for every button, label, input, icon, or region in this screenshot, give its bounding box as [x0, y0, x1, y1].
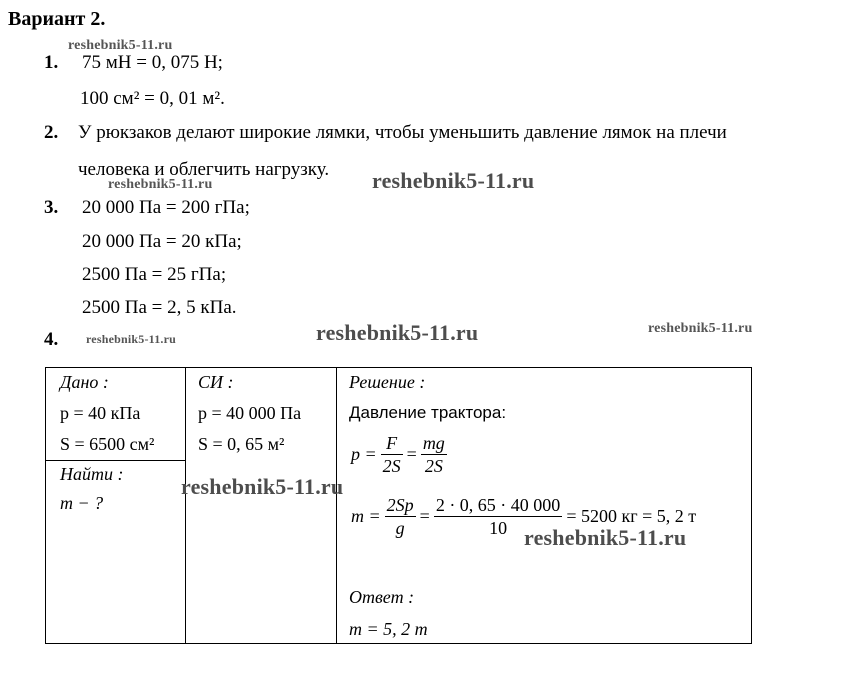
item-line: 100 см² = 0, 01 м².	[80, 88, 225, 109]
fraction-numerator: 2Sp	[386, 495, 414, 515]
solution-text: Давление трактора:	[349, 403, 507, 422]
formula-lhs: m =	[351, 506, 381, 526]
item-line: 20 000 Па = 200 гПа;	[82, 197, 250, 218]
fraction-denominator: 2S	[382, 456, 401, 476]
find-value: m − ?	[60, 493, 104, 513]
item-line: 2500 Па = 25 гПа;	[82, 264, 227, 285]
given-area: S = 6500 см²	[60, 434, 155, 454]
mass-result: = 5200 кг = 5, 2 т	[566, 506, 697, 526]
item-number: 3.	[44, 197, 59, 218]
watermark: reshebnik5-11.ru	[372, 168, 535, 193]
watermark: reshebnik5-11.ru	[108, 177, 213, 192]
fraction-denominator: 10	[489, 518, 508, 538]
item-line: 20 000 Па = 20 кПа;	[82, 231, 242, 252]
equals-sign: =	[406, 444, 417, 464]
fraction-numerator: F	[381, 432, 403, 455]
watermark: reshebnik5-11.ru	[524, 525, 687, 550]
fraction	[385, 494, 416, 539]
column-divider	[185, 368, 186, 643]
page-title: Вариант 2.	[8, 8, 106, 30]
watermark: reshebnik5-11.ru	[648, 321, 753, 336]
fraction	[381, 432, 403, 477]
watermark: reshebnik5-11.ru	[316, 320, 479, 345]
answer-header: Ответ :	[349, 587, 415, 607]
si-pressure: p = 40 000 Па	[198, 403, 302, 423]
item-line: 75 мН = 0, 075 Н;	[82, 52, 223, 73]
item-number: 4.	[44, 329, 59, 350]
equals-sign: =	[419, 506, 430, 526]
fraction-numerator: 2 · 0, 65 · 40 000	[435, 495, 561, 515]
watermark: reshebnik5-11.ru	[181, 474, 344, 499]
row-divider	[46, 460, 185, 461]
fraction-denominator: 2S	[424, 456, 443, 476]
column-divider	[336, 368, 337, 643]
given-header: Дано :	[60, 372, 109, 392]
fraction	[421, 432, 447, 477]
si-header: СИ :	[198, 372, 234, 392]
watermark: reshebnik5-11.ru	[86, 332, 176, 346]
item-number: 1.	[44, 52, 59, 73]
answer-value: m = 5, 2 т	[349, 619, 428, 639]
given-pressure: p = 40 кПа	[60, 403, 141, 423]
find-header: Найти :	[60, 464, 124, 484]
fraction-numerator: mg	[422, 433, 445, 453]
fraction-denominator: g	[395, 518, 405, 538]
watermark: reshebnik5-11.ru	[68, 38, 173, 53]
pressure-formula	[349, 432, 449, 477]
item-number: 2.	[44, 122, 59, 143]
formula-lhs: p =	[351, 444, 377, 464]
solution-header: Решение :	[349, 372, 426, 392]
si-area: S = 0, 65 м²	[198, 434, 285, 454]
solution-table	[45, 367, 752, 644]
item-line: человека и облегчить нагрузку.	[78, 159, 330, 180]
item-line: У рюкзаков делают широкие лямки, чтобы уменьшить давление лямок на плечи	[78, 122, 727, 143]
item-line: 2500 Па = 2, 5 кПа.	[82, 297, 237, 318]
